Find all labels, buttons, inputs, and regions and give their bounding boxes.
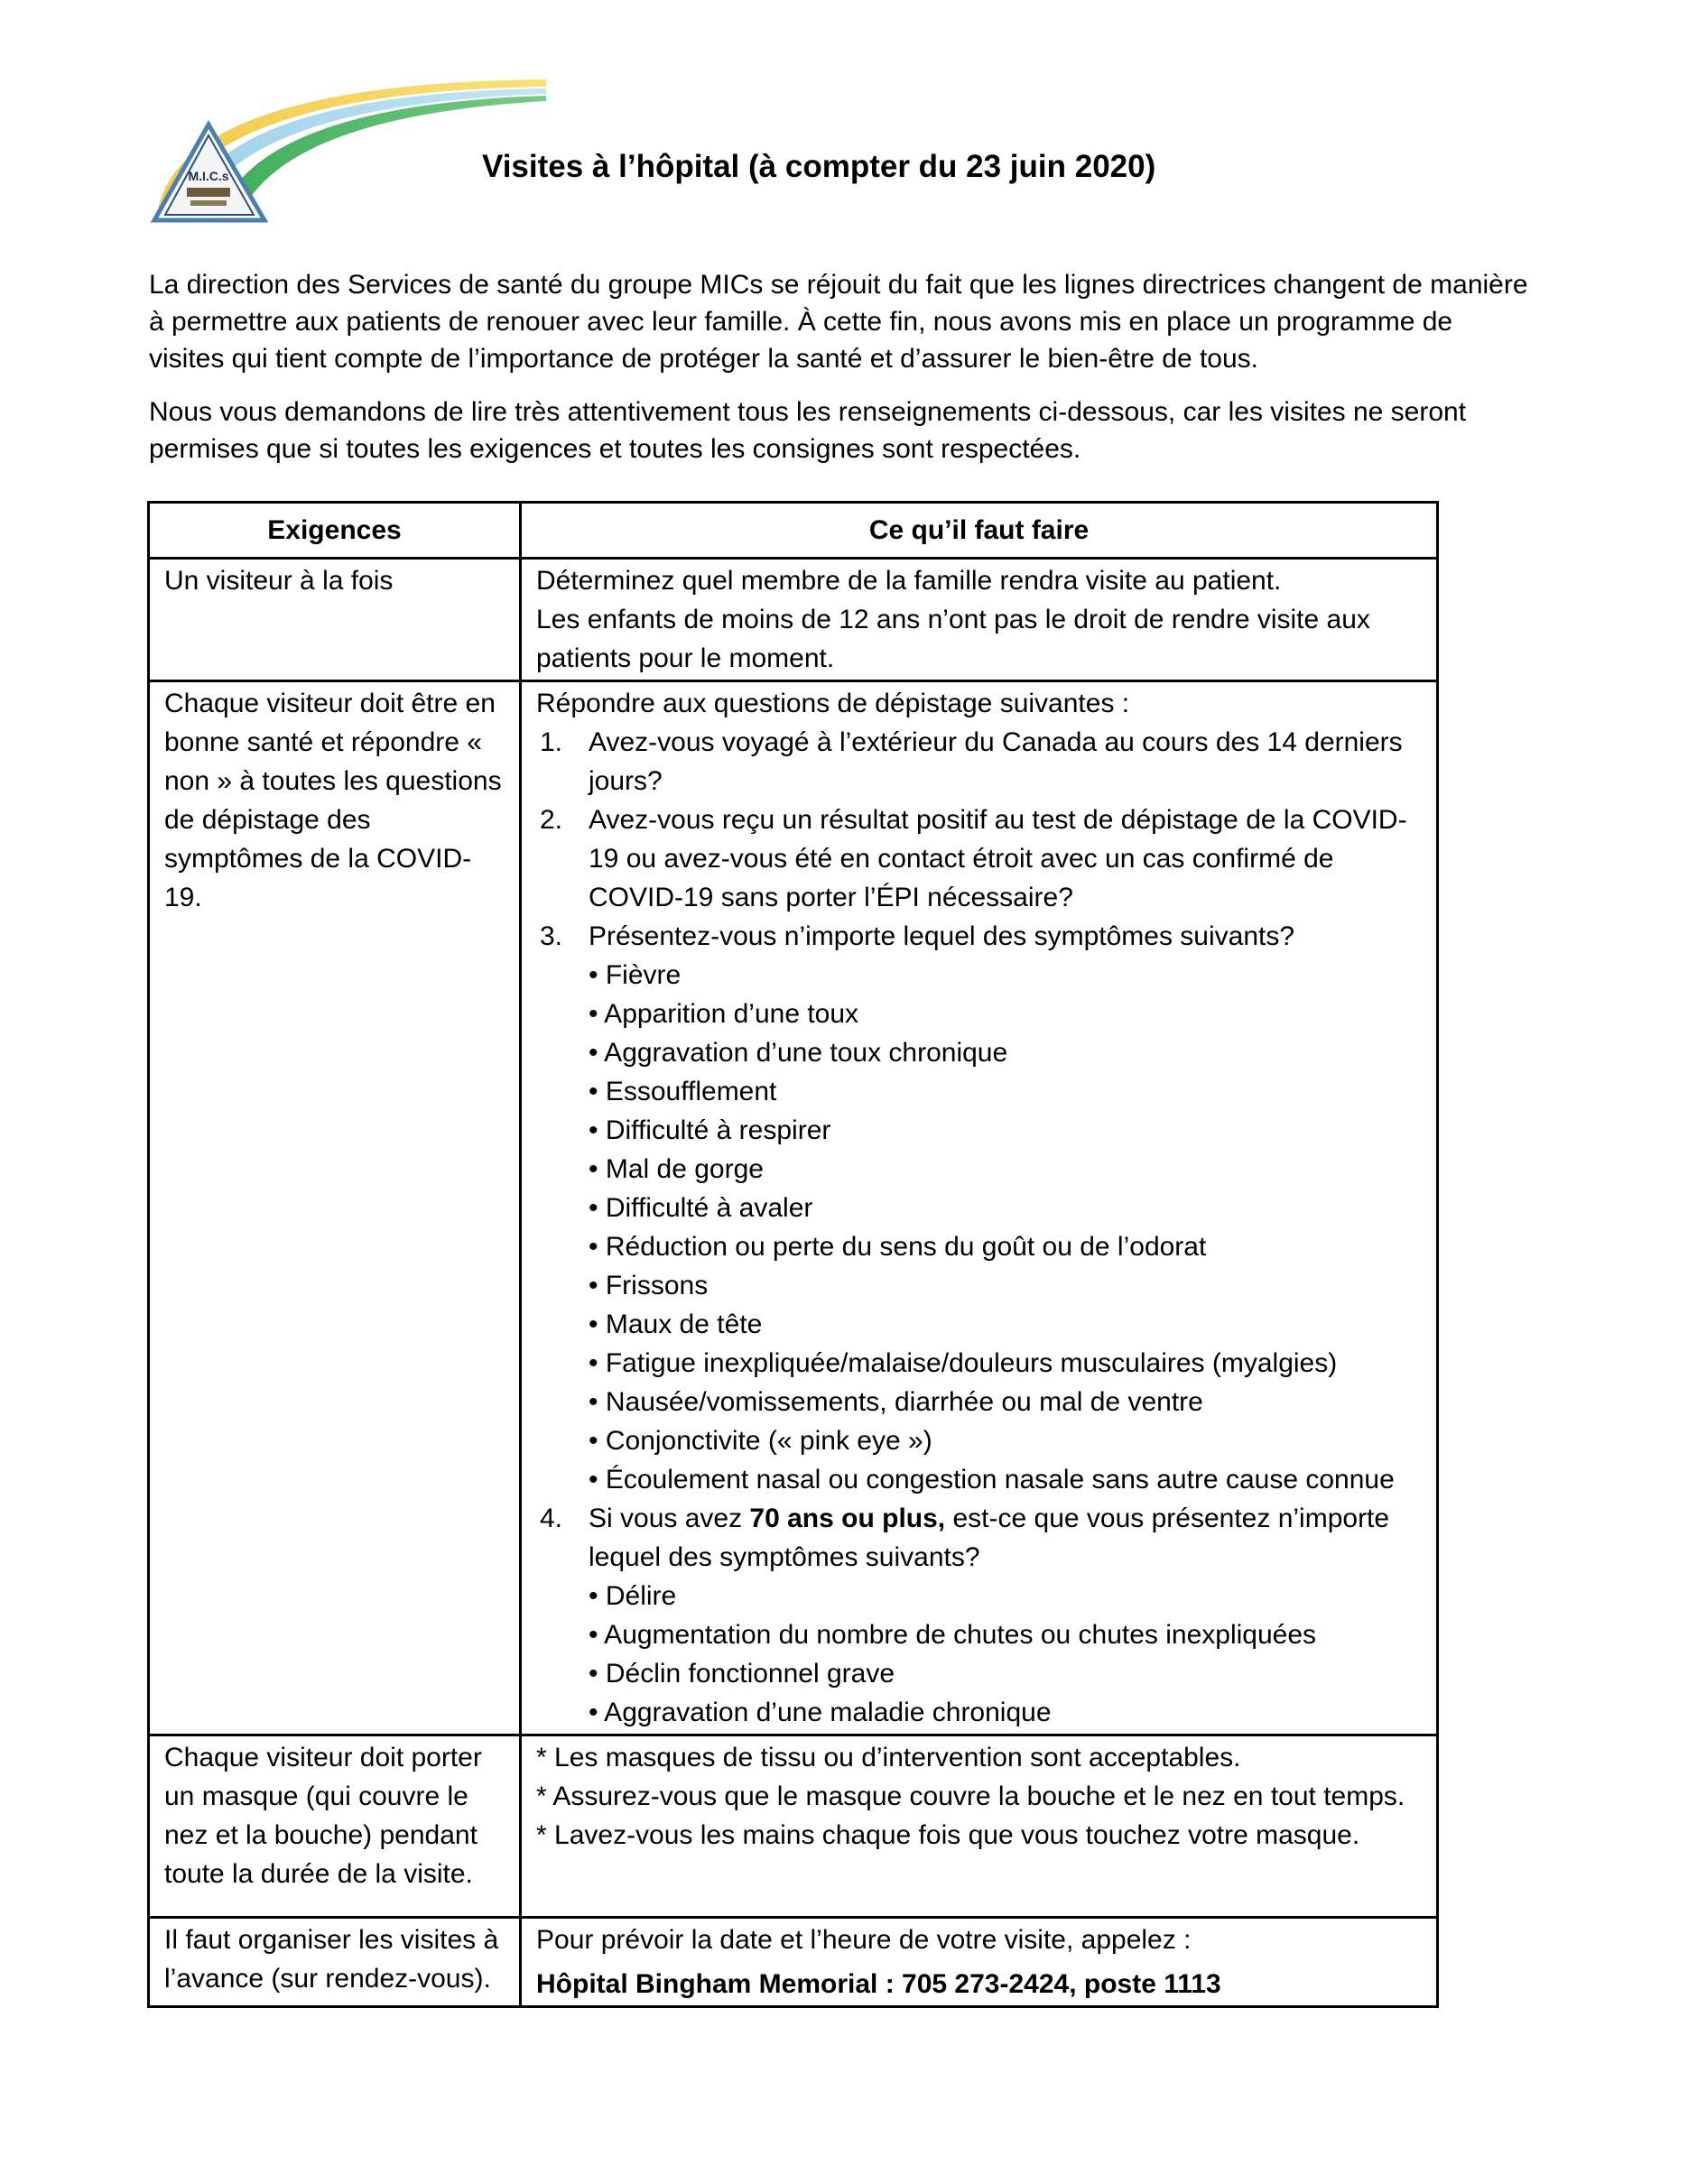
- symptom-item: • Apparition d’une toux: [589, 999, 859, 1029]
- question-text: Présentez-vous n’importe lequel des symptômes suivants?: [589, 921, 1295, 951]
- requirement-cell: Il faut organiser les visites à l’avance (sur rendez-vous).: [149, 1918, 521, 2007]
- symptom-list: [589, 1577, 1422, 1732]
- column-header-actions: Ce qu’il faut faire: [521, 503, 1438, 559]
- action-line: * Les masques de tissu ou d’intervention sont acceptables.: [536, 1743, 1241, 1772]
- action-line: * Lavez-vous les mains chaque fois que vous touchez votre masque.: [536, 1820, 1360, 1850]
- question-text: Avez-vous voyagé à l’extérieur du Canada au cours des 14 derniers jours?: [589, 727, 1403, 796]
- symptom-item: • Écoulement nasal ou congestion nasale sans autre cause connue: [589, 1465, 1395, 1495]
- visit-requirements-table: [147, 501, 1439, 2008]
- question-text-emphasis: 70 ans ou plus,: [749, 1504, 946, 1533]
- symptom-item: • Fièvre: [589, 960, 682, 990]
- screening-question: [536, 1499, 1422, 1732]
- requirement-cell: Chaque visiteur doit être en bonne santé et répondre « non » à toutes les questions de dépistage des symptômes de la COVID-19.: [149, 681, 521, 1735]
- question-text-part: Si vous avez: [589, 1504, 750, 1533]
- symptom-item: • Réduction ou perte du sens du goût ou de l’odorat: [589, 1232, 1207, 1262]
- action-cell: [521, 681, 1438, 1735]
- screening-question: [536, 917, 1422, 1499]
- symptom-item: • Frissons: [589, 1271, 709, 1300]
- question-number: 1.: [540, 727, 563, 757]
- symptom-item: • Difficulté à respirer: [589, 1115, 831, 1145]
- symptom-item: • Conjonctivite (« pink eye »): [589, 1426, 932, 1456]
- symptom-item: • Mal de gorge: [589, 1154, 764, 1184]
- symptom-item: • Maux de tête: [589, 1309, 763, 1339]
- intro-paragraph: Nous vous demandons de lire très attentivement tous les renseignements ci-dessous, car les visites ne seront permises que si toutes les exigences et toutes les consignes sont respectées.: [149, 397, 1467, 464]
- table-row: [149, 1735, 1438, 1918]
- table-row: [149, 559, 1438, 681]
- action-line: Déterminez quel membre de la famille rendra visite au patient.: [536, 566, 1282, 596]
- symptom-item: • Nausée/vomissements, diarrhée ou mal de ventre: [589, 1387, 1203, 1417]
- action-line: * Assurez-vous que le masque couvre la bouche et le nez en tout temps.: [536, 1781, 1405, 1811]
- question-number: 4.: [540, 1504, 563, 1533]
- screening-question: [536, 723, 1422, 800]
- symptom-item: • Déclin fonctionnel grave: [589, 1659, 895, 1689]
- symptom-item: • Aggravation d’une maladie chronique: [589, 1698, 1052, 1727]
- question-text-part: est-ce que vous présentez n’importe lequel des symptômes suivants?: [589, 1504, 1390, 1572]
- intro-paragraph: La direction des Services de santé du groupe MICs se réjouit du fait que les lignes directrices changent de manière à permettre aux patients de renouer avec leur famille. À cette fin, nous avons mis en place un programme de visites qui tient compte de l’importance de protéger la santé et d’assurer le bien-être de tous.: [149, 270, 1528, 374]
- intro-section: [149, 266, 1530, 484]
- logo-text: M.I.C.s: [188, 169, 229, 183]
- requirement-cell: Chaque visiteur doit porter un masque (qui couvre le nez et la bouche) pendant toute la durée de la visite.: [149, 1735, 521, 1918]
- symptom-list: [589, 956, 1422, 1499]
- question-number: 3.: [540, 921, 563, 951]
- column-header-requirements: Exigences: [149, 503, 521, 559]
- question-text: Avez-vous reçu un résultat positif au test de dépistage de la COVID-19 ou avez-vous été en contact étroit avec un cas confirmé de COVID-19 sans porter l’ÉPI nécessaire?: [589, 805, 1407, 912]
- symptom-item: • Délire: [589, 1581, 677, 1611]
- action-cell: [521, 559, 1438, 681]
- question-number: 2.: [540, 805, 563, 835]
- symptom-item: • Fatigue inexpliquée/malaise/douleurs musculaires (myalgies): [589, 1348, 1338, 1378]
- screening-question: [536, 800, 1422, 917]
- symptom-item: • Essoufflement: [589, 1077, 777, 1106]
- screening-intro: Répondre aux questions de dépistage suivantes :: [536, 689, 1130, 718]
- page-title: Visites à l’hôpital (à compter du 23 juin 2020): [482, 149, 1156, 184]
- action-cell: [521, 1735, 1438, 1918]
- action-line: Les enfants de moins de 12 ans n’ont pas le droit de rendre visite aux patients pour le moment.: [536, 605, 1370, 673]
- table-header-row: [149, 503, 1438, 559]
- symptom-item: • Augmentation du nombre de chutes ou chutes inexpliquées: [589, 1620, 1317, 1650]
- action-line: Pour prévoir la date et l’heure de votre visite, appelez :: [536, 1925, 1192, 1955]
- action-cell: [521, 1918, 1438, 2007]
- requirement-cell: Un visiteur à la fois: [149, 559, 521, 681]
- symptom-item: • Difficulté à avaler: [589, 1193, 813, 1223]
- symptom-item: • Aggravation d’une toux chronique: [589, 1038, 1008, 1068]
- screening-questions: [536, 723, 1422, 1732]
- contact-phone: Hôpital Bingham Memorial : 705 273-2424, poste 1113: [536, 1969, 1221, 1999]
- table-row: [149, 681, 1438, 1735]
- table-row: [149, 1918, 1438, 2007]
